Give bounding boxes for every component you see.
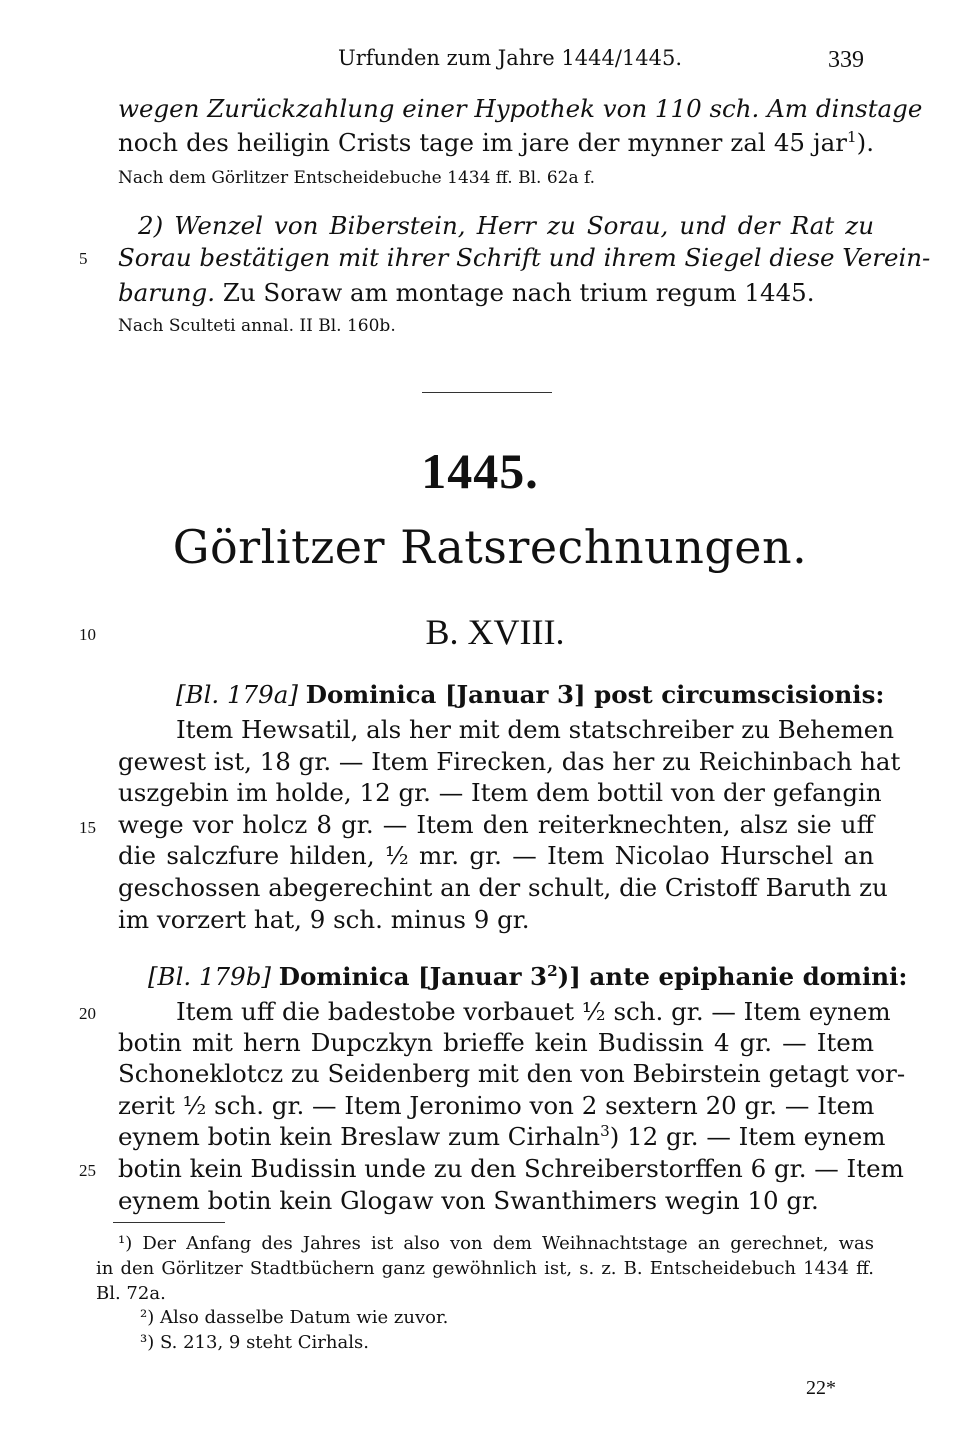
footnote: in den Görlitzer Stadtbüchern ganz gewöhnlich ist, s. z. B. Entscheidebuch 1434 ff.: [96, 1258, 874, 1279]
text-line: Schoneklotcz zu Seidenberg mit den von Bebirstein getagt vor-: [118, 1059, 906, 1089]
section-heading: [Bl. 179a] Dominica [Januar 3] post circumscisionis:: [176, 680, 885, 709]
footnote-marker: 2: [547, 961, 558, 980]
section-heading: [Bl. 179b] Dominica [Januar $3^2$)] ante epiphanie domini:: [148, 961, 908, 991]
page-number: 339: [828, 47, 864, 73]
text-line: eynem botin kein Glogaw von Swanthimers wegin 10 gr.: [118, 1186, 819, 1215]
line-number: 10: [79, 625, 96, 644]
text-line: uszgebin im holde, 12 gr. — Item dem bottil von der gefangin: [118, 778, 882, 808]
footnote-marker: 3: [600, 1121, 610, 1140]
text-line: barung. Zu Soraw am montage nach trium regum 1445.: [118, 278, 815, 307]
line-number: 5: [79, 249, 88, 268]
source-note: Nach Sculteti annal. II Bl. 160b.: [118, 316, 396, 336]
footnote: ³) S. 213, 9 steht Cirhals.: [140, 1332, 369, 1353]
text-line: Item uff die badestobe vorbauet ½ sch. gr. — Item eynem: [176, 997, 891, 1026]
text-line: eynem botin kein Breslaw zum Cirhaln$^3$) 12 gr. — Item eynem: [118, 1121, 886, 1151]
line-number: 25: [79, 1161, 96, 1180]
running-title: Urfunden zum Jahre 1444/1445.: [338, 46, 683, 70]
text-line: 2) Wenzel von Biberstein, Herr zu Sorau, und der Rat zu: [138, 211, 874, 240]
footnote: ²) Also dasselbe Datum wie zuvor.: [140, 1307, 449, 1328]
text-line: zerit ½ sch. gr. — Item Jeronimo von 2 sextern 20 gr. — Item: [118, 1090, 875, 1120]
text-line: geschossen abegerechint an der schult, die Cristoff Baruth zu: [118, 873, 888, 902]
text-line: Item Hewsatil, als her mit dem statschreiber zu Behemen: [176, 715, 895, 744]
separator-rule: [422, 392, 552, 393]
text-line: gewest ist, 18 gr. — Item Firecken, das her zu Reichinbach hat: [118, 746, 901, 776]
text-line: im vorzert hat, 9 sch. minus 9 gr.: [118, 905, 530, 934]
source-note: Nach dem Görlitzer Entscheidebuche 1434 ff. Bl. 62a f.: [118, 168, 596, 188]
footnote: ¹) Der Anfang des Jahres ist also von dem Weihnachtstage an gerechnet, was: [118, 1233, 874, 1254]
line-number: 15: [79, 817, 96, 837]
footnote-marker: 1: [846, 127, 857, 146]
signature-mark: 22*: [806, 1377, 836, 1399]
text-line: wege vor holcz 8 gr. — Item den reiterknechten, alsz sie uff: [118, 809, 874, 839]
title-main: Görlitzer Ratsrechnungen.: [172, 520, 808, 574]
text-line: wegen Zurückzahlung einer Hypothek von 110 sch. Am dinstage: [118, 94, 923, 123]
footnote: Bl. 72a.: [96, 1283, 166, 1304]
text-line: die salczfure hilden, ½ mr. gr. — Item Nicolao Hurschel an: [118, 841, 874, 871]
footnote-rule: [113, 1222, 225, 1223]
text-line: noch des heiligin Crists tage im jare der mynner zal 45 jar$^1$).: [118, 127, 874, 157]
text-line: botin kein Budissin unde zu den Schreiberstorffen 6 gr. — Item: [118, 1154, 904, 1183]
line-number: 20: [79, 1004, 96, 1023]
text-line: Sorau bestätigen mit ihrer Schrift und ihrem Siegel diese Verein-: [118, 243, 931, 272]
title-year: 1445.: [421, 443, 539, 499]
title-volume: B. XVIII.: [425, 612, 565, 652]
text-line: botin mit hern Dupczkyn brieffe kein Budissin 4 gr. — Item: [118, 1028, 874, 1057]
